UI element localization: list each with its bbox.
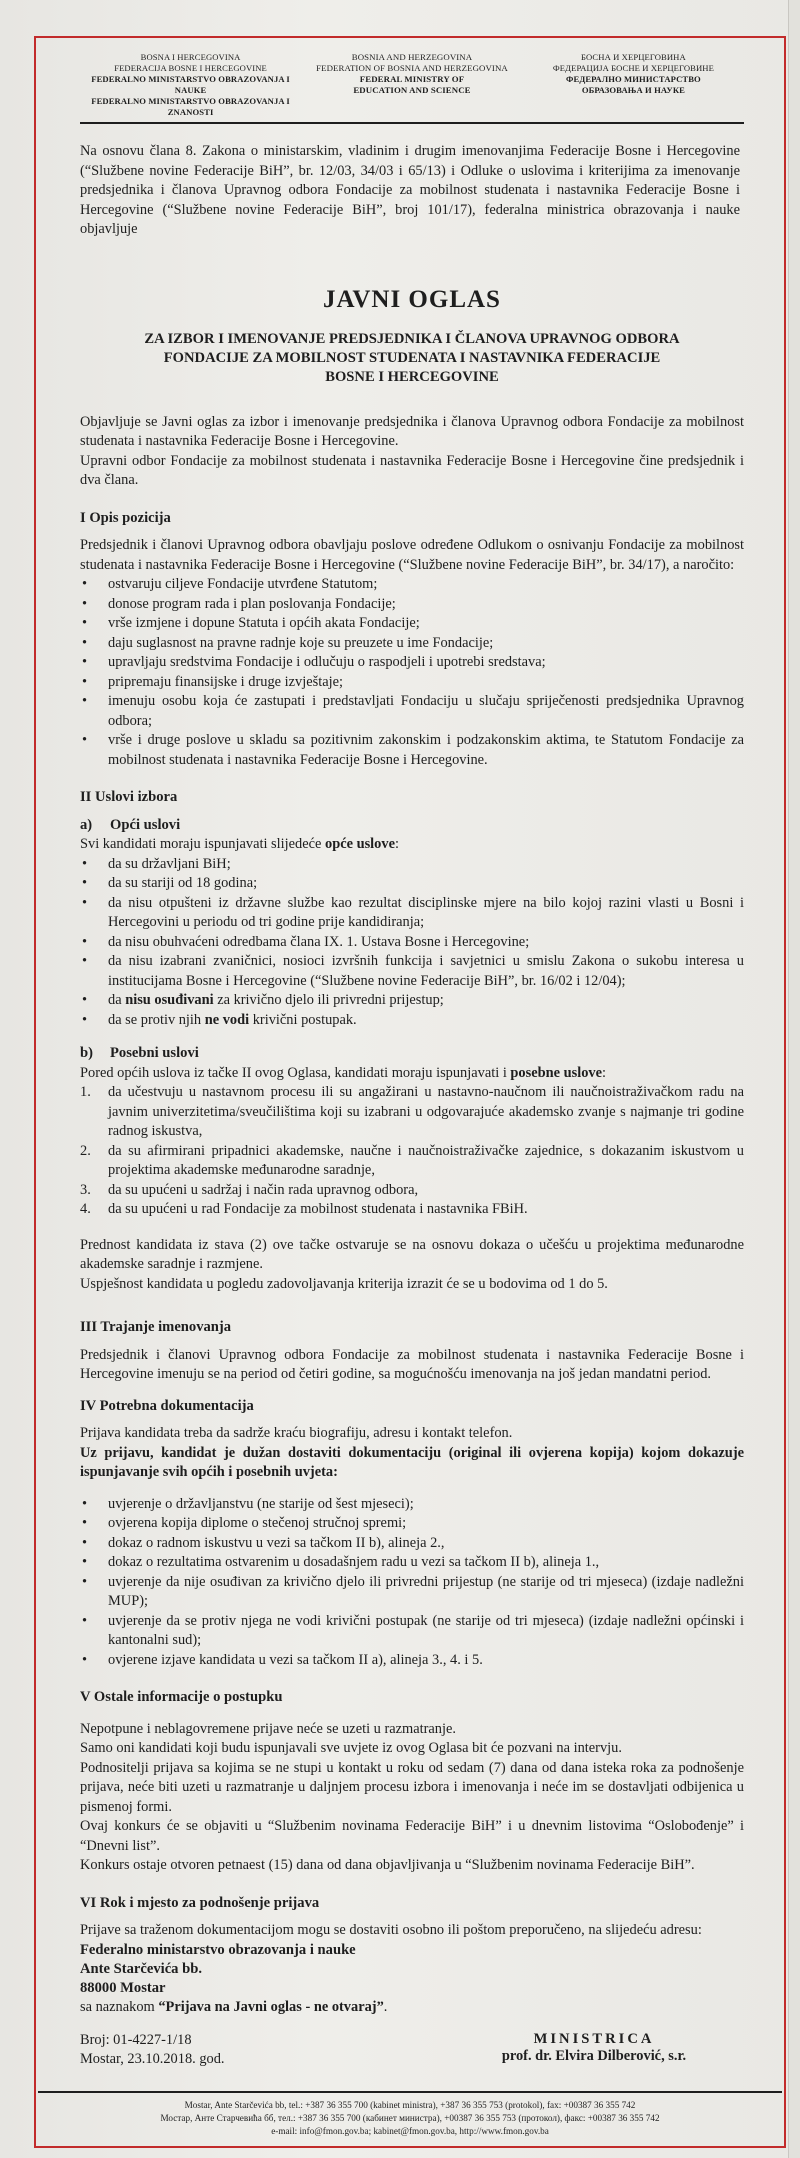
list-item: • uvjerenje da se protiv njega ne vodi krivični postupak (ne starije od tri mjeseca) (izdaje nadležni općinski i kantonalni sud); — [80, 1612, 744, 1651]
section-heading: V Ostale informacije o postupku — [80, 1689, 283, 1705]
list-item: • uvjerenje o državljanstvu (ne starije od šest mjeseci); — [80, 1495, 744, 1515]
list-item: • daju suglasnost na pravne radnje koje su preuzete u ime Fondacije; — [80, 634, 744, 654]
reference-block — [80, 2031, 225, 2069]
letterhead-cyrillic — [523, 52, 744, 96]
section-heading: VI Rok i mjesto za podnošenje prijava — [80, 1894, 320, 1911]
subtitle-line: BOSNE I HERCEGOVINE — [325, 368, 499, 385]
letterhead-line: ОБРАЗОВАЊА И НАУКЕ — [581, 85, 685, 95]
address-line: Ante Starčevića bb. — [80, 1960, 203, 1977]
letterhead-line: FEDERALNO MINISTARSTVO OBRAZOVANJA I NAUKE — [91, 74, 290, 95]
signature-block — [80, 2031, 744, 2069]
list-item: • uvjerenje da nije osuđivan za krivično djelo ili privredni prijestup (ne starije od tri mjeseca) (izdaje nadležni MUP); — [80, 1573, 744, 1612]
letterhead-bosnian — [80, 52, 301, 118]
footer-line: Мостар, Анте Старчевића бб, тел.: +387 36 355 700 (кабинет министра), +00387 36 355 753 (протокол), факс: +00387 36 355 742 — [160, 2113, 660, 2123]
lead-paragraph: Objavljuje se Javni oglas za izbor i imenovanje predsjednika i članova Upravnog odbora Fondacije za mobilnost studenata i nastavnika Federacije Bosne i Hercegovine. — [80, 413, 744, 449]
item-number: 4. — [80, 1201, 91, 1217]
letterhead-line: ФЕДЕРАЛНО МИНИСТАРСТВО — [566, 74, 701, 84]
text-span: . — [383, 1998, 388, 2015]
section-text: Prijave sa traženom dokumentacijom mogu se dostaviti osobno ili poštom preporučeno, na slijedeću adresu: — [80, 1922, 702, 1938]
subtitle-line: FONDACIJE ZA MOBILNOST STUDENATA I NASTAVNIKA FEDERACIJE — [163, 349, 661, 366]
info-line: Podnositelji prijava sa kojima se ne stupi u kontakt u roku od sedam (7) dana od dana isteka roka za podnošenje prijava, neće biti uzeti u razmatranje u daljnjem procesu izbora i imenovanja i neće im se dostavljati odbijenica u pismenoj formi. — [80, 1759, 744, 1815]
text-span: : — [394, 836, 399, 852]
info-line: Samo oni kandidati koji budu ispunjavali sve uvjete iz ovog Oglasa bit će pozvani na intervju. — [80, 1740, 622, 1756]
list-item — [80, 1083, 744, 1142]
list-item: • da su stariji od 18 godina; — [80, 874, 744, 894]
list-item: • ovjerene izjave kandidata u vezi sa tačkom II a), alineja 3., 4. i 5. — [80, 1651, 744, 1671]
document-title: JAVNI OGLAS — [323, 285, 501, 313]
text-span: za krivično djelo ili privredni prijestup; — [213, 992, 444, 1008]
list-item: • dokaz o radnom iskustvu u vezi sa tačkom II b), alineja 2., — [80, 1534, 744, 1554]
text-span: Svi kandidati moraju ispunjavati slijedeće — [80, 836, 325, 852]
special-conditions-list — [80, 1083, 744, 1220]
list-item: • ostvaruju ciljeve Fondacije utvrđene Statutom; — [80, 575, 744, 595]
emphasis: nisu osuđivani — [125, 992, 214, 1008]
text-span: Pored općih uslova iz tačke II ovog Oglasa, kandidati moraju ispunjavati i — [80, 1064, 511, 1081]
subsection-title: Opći uslovi — [110, 816, 181, 833]
documentation-requirement: Uz prijavu, kandidat je dužan dostaviti dokumentaciju (original ili ovjerena kopija) kojom dokazuje ispunjavanje svih općih i posebnih uvjeta: — [80, 1444, 744, 1480]
list-item: • da su državljani BiH; — [80, 855, 744, 875]
letterhead-line: FEDERALNO MINISTARSTVO OBRAZOVANJA I ZNANOSTI — [91, 96, 290, 117]
emphasis: opće uslove — [325, 836, 395, 852]
list-item: • pripremaju finansijske i druge izvještaje; — [80, 673, 744, 693]
submission-address — [80, 1941, 744, 1998]
envelope-marking — [80, 1998, 744, 2018]
list-item — [80, 1011, 744, 1031]
list-item — [80, 1142, 744, 1181]
section-text: Predsjednik i članovi Upravnog odbora obavljaju poslove određene Odlukom o osnivanju Fondacije za mobilnost studenata i nastavnika Federacije Bosne i Hercegovine (“Službene novine Federacije BiH”, br. 34/17), a naročito: — [80, 537, 744, 573]
item-number: 2. — [80, 1142, 91, 1159]
address-line: 88000 Mostar — [80, 1979, 166, 1996]
scoring-note: Uspješnost kandidata u pogledu zadovoljavanja kriterija izrazit će se u bodovima od 1 do 5. — [80, 1275, 608, 1292]
item-text: da su upućeni u sadržaj i način rada upravnog odbora, — [108, 1181, 419, 1198]
signatory — [444, 2031, 744, 2065]
special-conditions-intro — [80, 1064, 744, 1084]
list-item: • imenuju osobu koja će zastupati i predstavljati Fondaciju u slučaju spriječenosti predsjednika Upravnog odbora; — [80, 692, 744, 731]
letterhead-line: FEDERACIJA BOSNE I HERCEGOVINE — [114, 63, 267, 73]
letterhead-line: FEDERAL MINISTRY OF — [359, 74, 465, 84]
signatory-role: MINISTRICA — [533, 2031, 655, 2047]
item-text: da učestvuju u nastavnom procesu ili su angažirani u nastavno-naučnom ili naučnoistraživačkom radu na javnim univerzitetima/sveučilištima koji su izabrani u odgovarajuće akademsko zvanje s najmanje tri godine radnog iskustva, — [108, 1084, 744, 1139]
letterhead-line: FEDERATION OF BOSNIA AND HERZEGOVINA — [316, 63, 508, 73]
emphasis: “Prijava na Javni oglas - ne otvaraj” — [158, 1998, 384, 2015]
list-item: • donose program rada i plan poslovanja Fondacije; — [80, 595, 744, 615]
letterhead-line: ФЕДЕРАЦИЈА БОСНЕ И ХЕРЦЕГОВИНЕ — [552, 63, 714, 73]
address-line: Federalno ministarstvo obrazovanja i nauke — [80, 1941, 356, 1958]
reference-number: Broj: 01-4227-1/18 — [80, 2032, 192, 2048]
subsection-title: Posebni uslovi — [110, 1045, 199, 1061]
list-item: • dokaz o rezultatima ostvarenim u dosadašnjem radu u vezi sa tačkom II b), alineja 1., — [80, 1553, 744, 1573]
emphasis: ne vodi — [204, 1011, 250, 1028]
footer-line: e-mail: info@fmon.gov.ba; kabinet@fmon.gov.ba, http://www.fmon.gov.ba — [271, 2126, 549, 2136]
subsection-label: b) — [80, 1045, 93, 1061]
section-heading: IV Potrebna dokumentacija — [80, 1397, 254, 1414]
list-item: • upravljaju sredstvima Fondacije i odlučuju o raspodjeli i upotrebi sredstava; — [80, 653, 744, 673]
list-item: • da nisu otpušteni iz državne službe kao rezultat disciplinske mjere na bilo kojoj razini vlasti u Bosni i Hercegovini u periodu od tri godine prije kandidiranja; — [80, 894, 744, 933]
procedure-info — [80, 1720, 744, 1876]
place-date: Mostar, 23.10.2018. god. — [80, 2051, 225, 2067]
subsection-heading — [80, 1044, 744, 1064]
info-line: Ovaj konkurs će se objaviti u “Službenim novinama Federacije BiH” i u dnevnim listovima “Oslobođenje” i “Dnevni list”. — [80, 1818, 744, 1854]
info-line: Nepotpune i neblagovremene prijave neće se uzeti u razmatranje. — [80, 1720, 456, 1737]
list-item — [80, 991, 744, 1011]
section-text: Predsjednik i članovi Upravnog odbora Fondacije za mobilnost studenata i nastavnika Federacije Bosne i Hercegovine imenuju se na period od četiri godine, sa mogućnošću imenovanja na još jedan mandatni period. — [80, 1346, 744, 1382]
duties-list — [80, 575, 744, 770]
letterhead-line: EDUCATION AND SCIENCE — [353, 85, 471, 95]
text-span: krivični postupak. — [249, 1011, 357, 1028]
letterhead-english — [301, 52, 522, 96]
section-heading: II Uslovi izbora — [80, 789, 178, 805]
letterhead-line: БОСНА И ХЕРЦЕГОВИНА — [581, 52, 686, 62]
text-span: : — [601, 1064, 606, 1081]
subsection-label: a) — [80, 816, 93, 833]
section-text: Prijava kandidata treba da sadrže kraću biografiju, adresu i kontakt telefon. — [80, 1425, 513, 1441]
list-item: • da nisu izabrani zvaničnici, nosioci izvršnih funkcija i savjetnici u smislu Zakona o sukobu interesa u institucijama Bosne i Hercegovine (“Službene novine Federacije BiH”, br. 16/02 i 12/04); — [80, 952, 744, 991]
section-heading: III Trajanje imenovanja — [80, 1319, 232, 1335]
letterhead-line: BOSNIA AND HERZEGOVINA — [351, 52, 473, 62]
section-heading: I Opis pozicija — [80, 509, 171, 526]
general-conditions-intro — [80, 835, 744, 855]
advantage-note: Prednost kandidata iz stava (2) ove tačke ostvaruje se na osnovu dokaza o učešću u projektima međunarodne akademske saradnje i razmjene. — [80, 1236, 744, 1272]
list-item: • ovjerena kopija diplome o stečenoj stručnoj spremi; — [80, 1514, 744, 1534]
footer-line: Mostar, Ante Starčevića bb, tel.: +387 36 355 700 (kabinet ministra), +387 36 355 753 (protokol), fax: +00387 36 355 742 — [184, 2100, 636, 2110]
item-number: 1. — [80, 1084, 91, 1100]
info-line: Konkurs ostaje otvoren petnaest (15) dana od dana objavljivanja u “Službenim novinama Federacije BiH”. — [80, 1857, 695, 1873]
subtitle-line: ZA IZBOR I IMENOVANJE PREDSJEDNIKA I ČLANOVA UPRAVNOG ODBORA — [144, 330, 680, 347]
list-item — [80, 1200, 744, 1220]
list-item: • vrše izmjene i dopune Statuta i općih akata Fondacije; — [80, 614, 744, 634]
item-text: da su afirmirani pripadnici akademske, naučne i naučnoistraživačke zajednice, s dokazanim iskustvom u projektima akademske međunarodne saradnje, — [108, 1142, 744, 1178]
list-item — [80, 1181, 744, 1201]
text-span: da — [108, 992, 126, 1008]
lead-paragraph: Upravni odbor Fondacije za mobilnost studenata i nastavnika Federacije Bosne i Hercegovine čine predsjednik i dva člana. — [80, 452, 744, 488]
text-span: da se protiv njih — [108, 1011, 205, 1028]
documentation-list — [80, 1495, 744, 1671]
general-conditions-list — [80, 855, 744, 1031]
text-span: sa naznakom — [80, 1998, 159, 2015]
letterhead-line: BOSNA I HERCEGOVINA — [140, 52, 241, 62]
list-item: • vrše i druge poslove u skladu sa pozitivnim zakonskim i podzakonskim aktima, te Statutom Fondacije za mobilnost studenata i nastavnika Federacije Bosne i Hercegovine. — [80, 731, 744, 770]
signatory-name: prof. dr. Elvira Dilberović, s.r. — [501, 2048, 687, 2064]
list-item: • da nisu obuhvaćeni odredbama člana IX. 1. Ustava Bosne i Hercegovine; — [80, 933, 744, 953]
adjacent-column-edge — [788, 0, 800, 2158]
subsection-heading — [80, 816, 744, 836]
item-text: da su upućeni u rad Fondacije za mobilnost studenata i nastavnika FBiH. — [108, 1201, 528, 1217]
lead-paragraphs — [80, 413, 744, 491]
legal-basis-paragraph: Na osnovu člana 8. Zakona o ministarskim, vladinim i drugim imenovanjima Federacije Bosne i Hercegovine (“Službene novine Federacije BiH”, br. 12/03, 34/03 i 65/13) i Odluke o uslovima i kriterijima za imenovanje predsjednika i članova Upravnog odbora Fondacije za mobilnost studenata i nastavnika Federacije Bosne i Hercegovine (“Službene novine Federacije BiH”, broj 101/17), federalna ministrica obrazovanja i nauke objavljuje — [80, 143, 740, 237]
announcement-frame — [34, 36, 786, 2148]
document-subtitle — [80, 330, 744, 387]
emphasis: posebne uslove — [510, 1064, 602, 1081]
ministry-letterhead — [80, 52, 744, 124]
contact-footer — [38, 2091, 782, 2146]
item-number: 3. — [80, 1181, 91, 1198]
